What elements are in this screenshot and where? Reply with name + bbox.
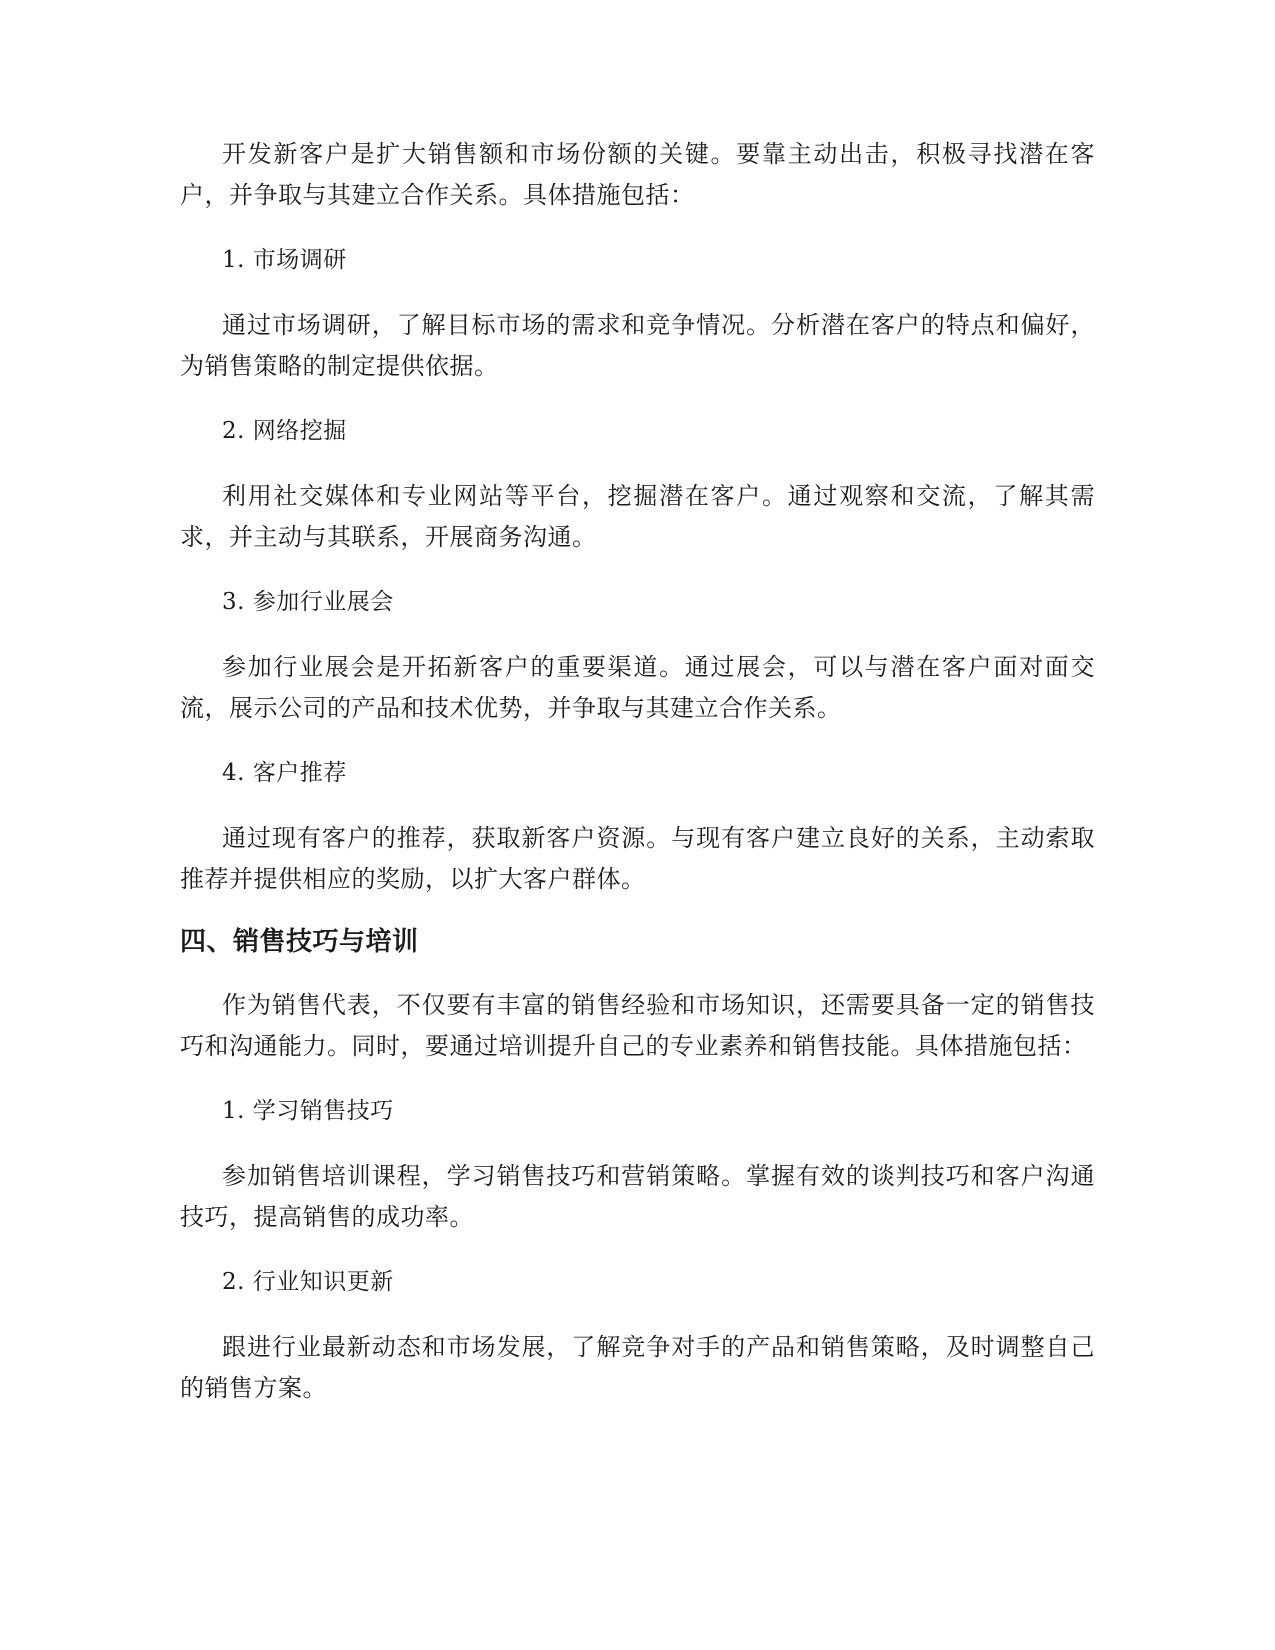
paragraph-sales-skills-intro: 作为销售代表，不仅要有丰富的销售经验和市场知识，还需要具备一定的销售技巧和沟通能力。同时，要通过培训提升自己的专业素养和销售技能。具体措施包括： xyxy=(180,991,1095,1060)
paragraph-referrals: 通过现有客户的推荐，获取新客户资源。与现有客户建立良好的关系，主动索取推荐并提供相应的奖励，以扩大客户群体。 xyxy=(180,824,1095,893)
list-item-market-research: 1. 市场调研 xyxy=(222,247,347,273)
paragraph-market-research: 通过市场调研，了解目标市场的需求和竞争情况。分析潜在客户的特点和偏好，为销售策略的制定提供依据。 xyxy=(180,311,1095,380)
section-heading-sales-skills: 四、销售技巧与培训 xyxy=(180,927,419,957)
list-item-online-mining: 2. 网络挖掘 xyxy=(222,418,347,444)
list-item-trade-shows: 3. 参加行业展会 xyxy=(222,589,394,615)
list-item-referrals: 4. 客户推荐 xyxy=(222,760,347,786)
document-page xyxy=(180,134,1095,1409)
list-item-learn-skills: 1. 学习销售技巧 xyxy=(222,1098,394,1124)
paragraph-learn-skills: 参加销售培训课程，学习销售技巧和营销策略。掌握有效的谈判技巧和客户沟通技巧，提高销售的成功率。 xyxy=(180,1162,1095,1231)
list-item-industry-knowledge: 2. 行业知识更新 xyxy=(222,1269,394,1295)
paragraph-online-mining: 利用社交媒体和专业网站等平台，挖掘潜在客户。通过观察和交流，了解其需求，并主动与其联系，开展商务沟通。 xyxy=(180,482,1095,551)
paragraph-industry-knowledge: 跟进行业最新动态和市场发展，了解竞争对手的产品和销售策略，及时调整自己的销售方案。 xyxy=(180,1333,1095,1402)
paragraph-new-clients-intro: 开发新客户是扩大销售额和市场份额的关键。要靠主动出击，积极寻找潜在客户，并争取与其建立合作关系。具体措施包括： xyxy=(180,140,1095,209)
paragraph-trade-shows: 参加行业展会是开拓新客户的重要渠道。通过展会，可以与潜在客户面对面交流，展示公司的产品和技术优势，并争取与其建立合作关系。 xyxy=(180,653,1095,722)
